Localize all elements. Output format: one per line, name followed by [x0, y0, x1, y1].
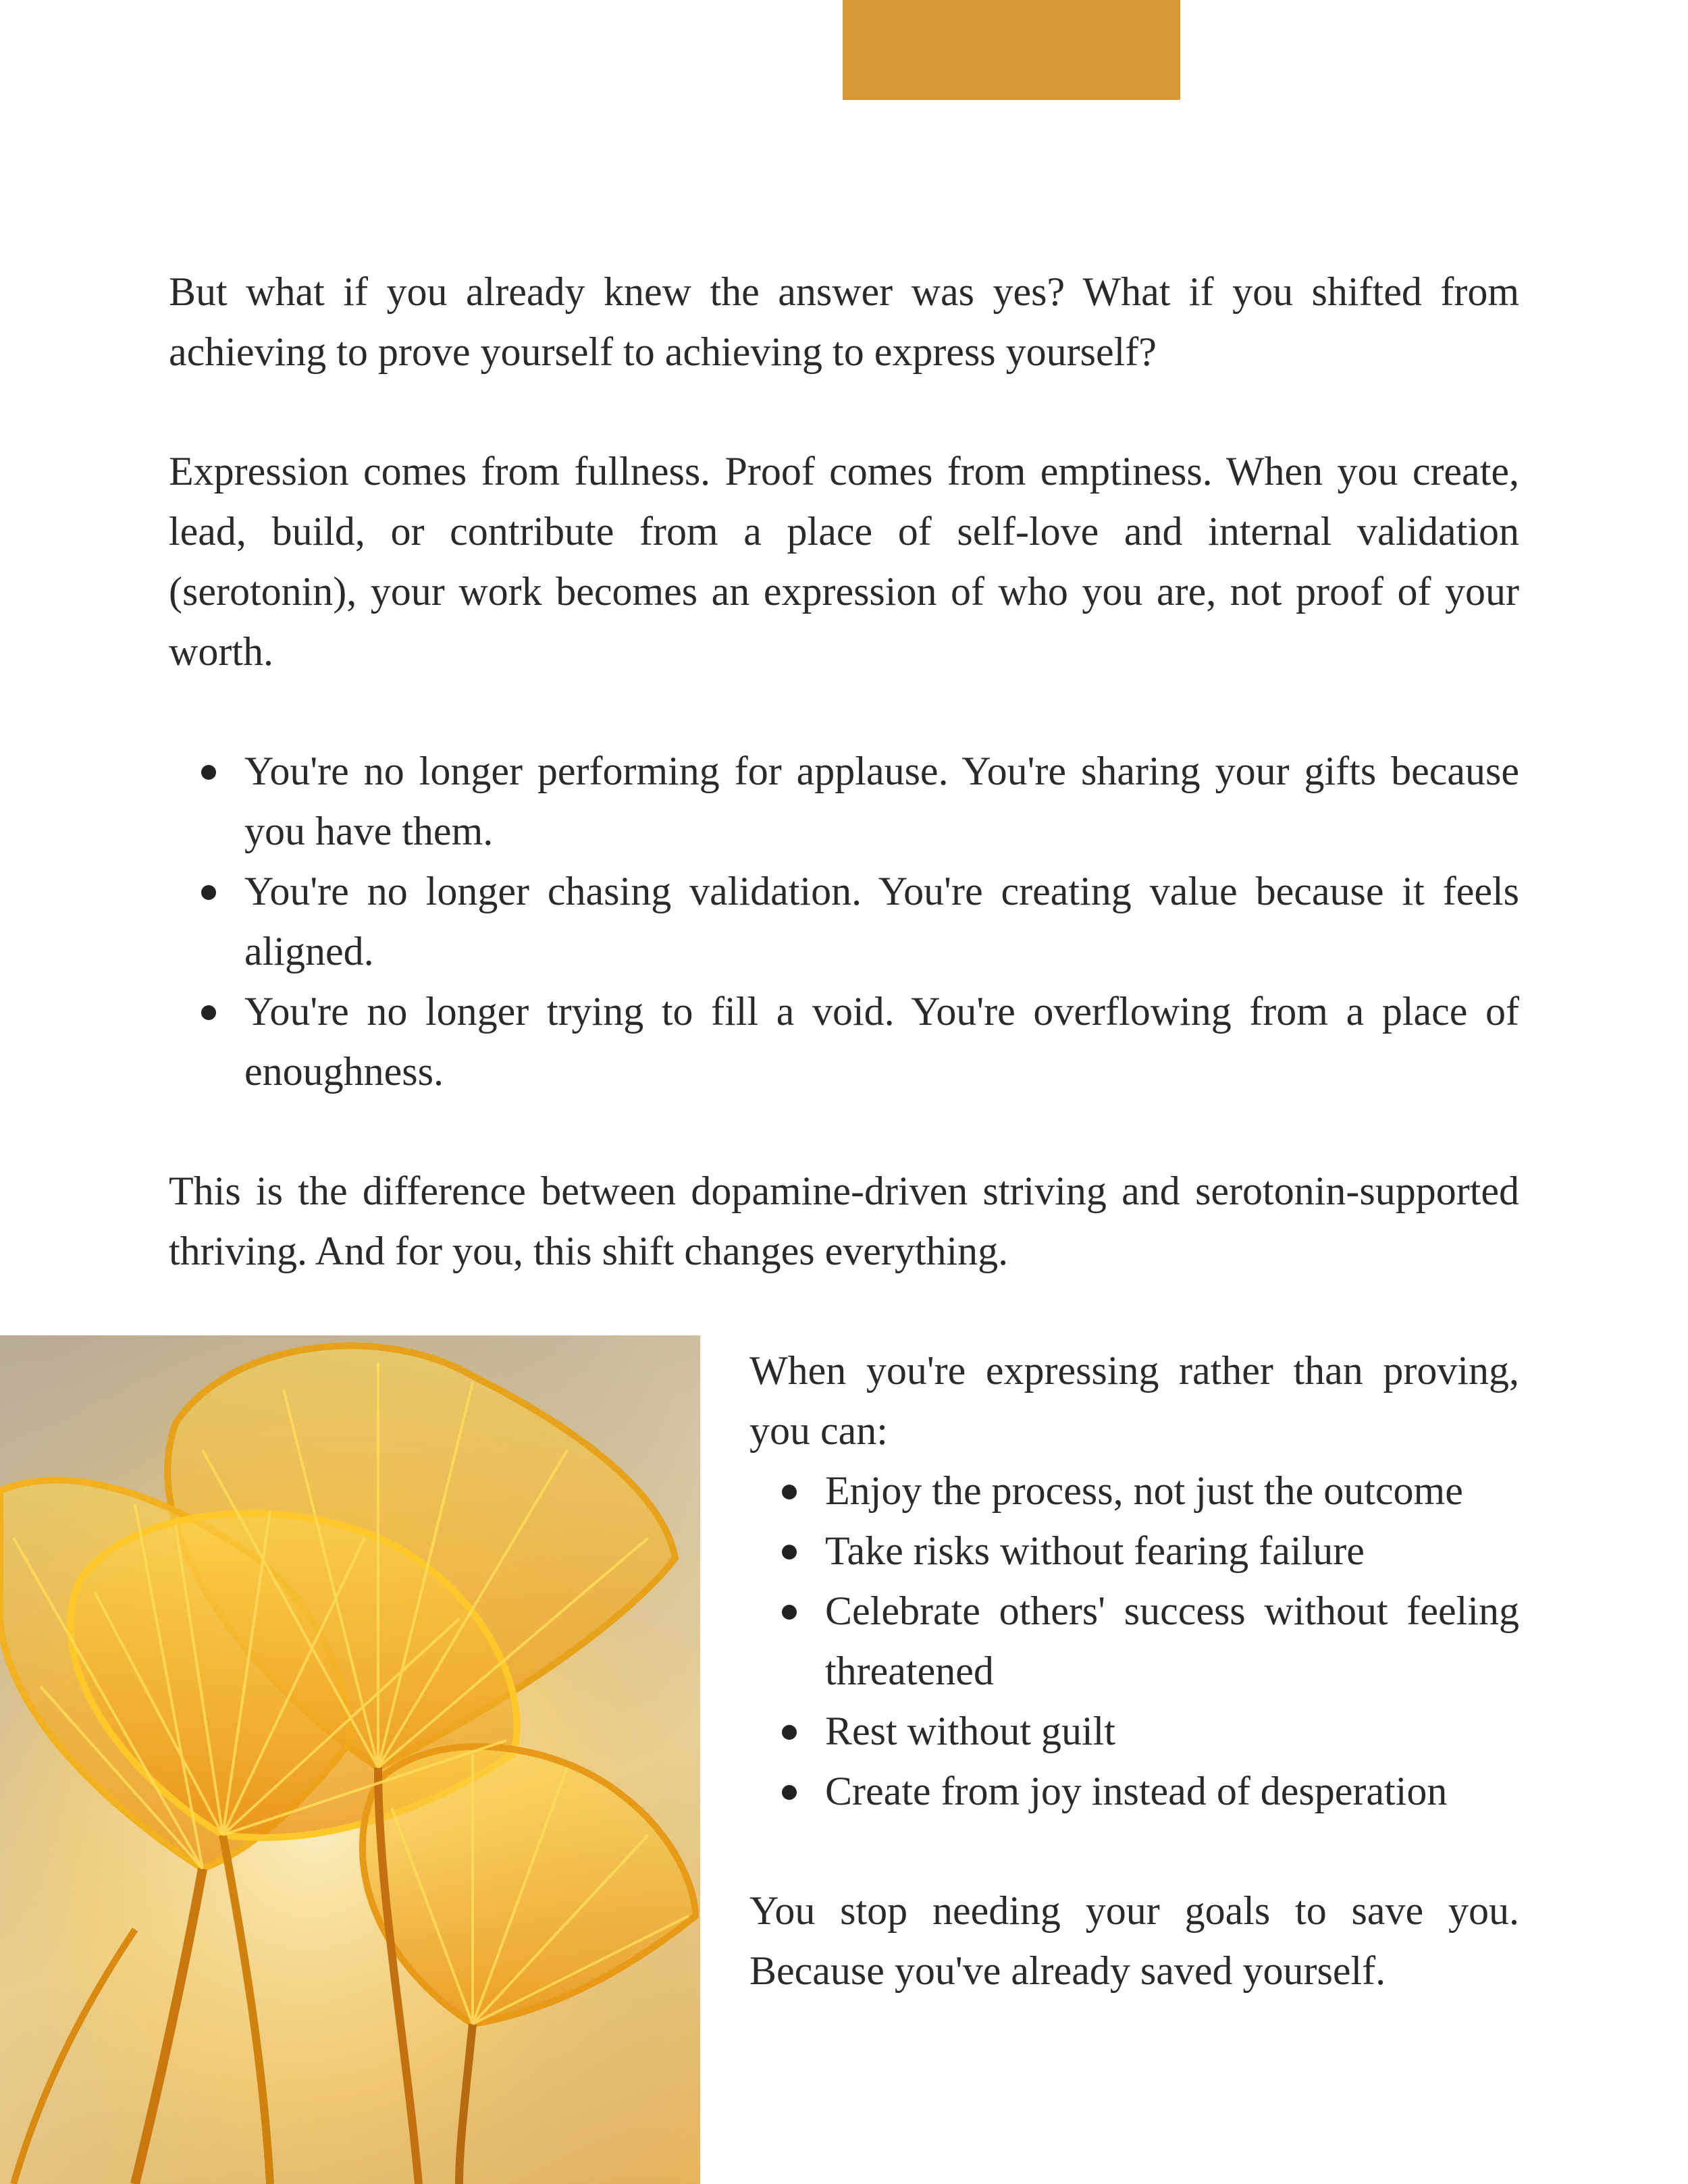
- bullet-icon: [782, 1725, 797, 1740]
- list-item: Take risks without fearing failure: [749, 1521, 1519, 1581]
- bullet-icon: [201, 885, 216, 900]
- bullet-icon: [782, 1485, 797, 1499]
- list-item: You're no longer trying to fill a void. You're overflowing from a place of enoughness.: [169, 982, 1519, 1102]
- list-item: You're no longer performing for applause. You're sharing your gifts because you have them.: [169, 741, 1519, 861]
- express-intro-paragraph: When you're expressing rather than proving, you can:: [749, 1348, 1519, 1453]
- accent-bar: [843, 0, 1180, 100]
- bullet-icon: [782, 1545, 797, 1560]
- bullet-icon: [201, 1005, 216, 1020]
- closing-paragraph: You stop needing your goals to save you. Because you've already saved yourself.: [749, 1888, 1519, 1993]
- expression-paragraph: Expression comes from fullness. Proof comes from emptiness. When you create, lead, build, or contribute from a place of self-love and internal validation (serotonin), your work becomes an expression of who you are, not proof of your worth.: [169, 449, 1519, 674]
- intro-paragraph: But what if you already knew the answer was yes? What if you shifted from achieving to prove yourself to achieving to express yourself?: [169, 269, 1519, 374]
- shift-bullet-list: [169, 741, 1519, 1102]
- difference-paragraph: This is the difference between dopamine-driven striving and serotonin-supported thriving. And for you, this shift changes everything.: [169, 1169, 1519, 1273]
- bullet-icon: [782, 1785, 797, 1800]
- list-item: Rest without guilt: [749, 1701, 1519, 1761]
- bullet-icon: [201, 765, 216, 780]
- list-item: Celebrate others' success without feeling threatened: [749, 1581, 1519, 1701]
- list-item: You're no longer chasing validation. You're creating value because it feels aligned.: [169, 861, 1519, 982]
- list-item: Enjoy the process, not just the outcome: [749, 1461, 1519, 1521]
- express-bullet-list: [749, 1461, 1519, 1821]
- golden-ginkgo-photo: [0, 1335, 700, 2184]
- list-item: Create from joy instead of desperation: [749, 1761, 1519, 1821]
- bullet-icon: [782, 1605, 797, 1620]
